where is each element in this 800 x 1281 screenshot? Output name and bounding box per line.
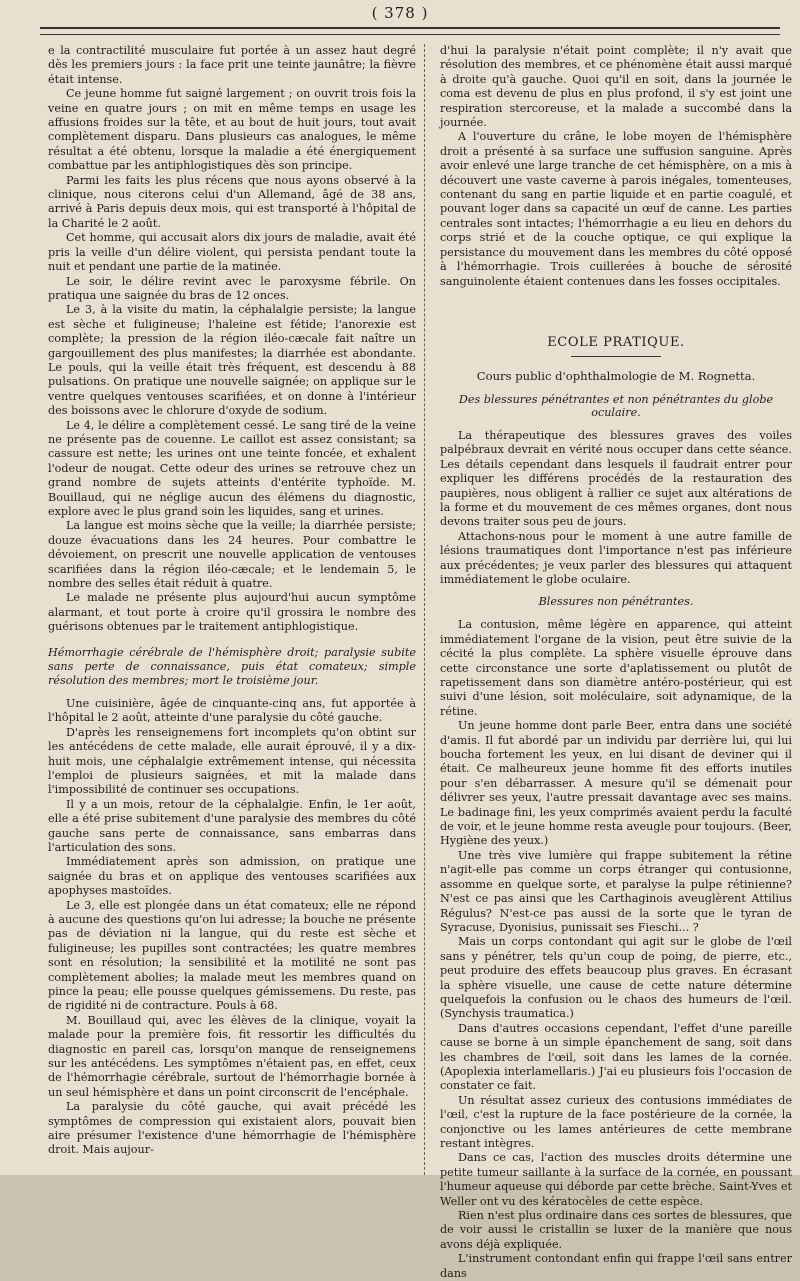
paragraph: Mais un corps contondant qui agit sur le globe de l'œil sans y pénétrer, tels qu'un coup de poing, de pierre, etc., peut produire des effets beaucoup plus graves. En écrasant la sphère visuelle, une cause de cette nature détermine quelquefois la confusion ou le chaos des humeurs de l'œil. (Synchysis traumatica.): [440, 935, 792, 1021]
paragraph: Ce jeune homme fut saigné largement ; on ouvrit trois fois la veine en quatre jours ; on mit en même temps en usage les affusions froides sur la tête, et au bout de huit jours, tout avait complètement disparu. Dans plusieurs cas analogues, le même résultat a été obtenu, lorsque la maladie a été énergiquement combattue par les antiphlogistiques dès son principe.: [48, 87, 416, 173]
page-number: ( 378 ): [371, 4, 429, 22]
paragraph: e la contractilité musculaire fut portée à un assez haut degré dès les premiers jours : la face prit une teinte jaunâtre; la fièvre était intense.: [48, 44, 416, 86]
lecture-title: Cours public d'ophthalmologie de M. Rognetta.: [476, 368, 756, 383]
paragraph: D'après les renseignemens fort incomplets qu'on obtint sur les antécédens de cette malade, elle aurait éprouvé, il y a dix-huit mois, une céphalalgie extrêmement intense, qui nécessita l'emploi de plusieurs saignées, et mit la malade dans l'impossibilité de continuer ses occupations.: [48, 725, 416, 797]
section-title: ECOLE PRATIQUE.: [547, 334, 685, 350]
paragraph: Immédiatement après son admission, on pratique une saignée du bras et on applique des ventouses scarifiées aux apophyses mastoïdes.: [48, 855, 416, 898]
paragraph: Il y a un mois, retour de la céphalalgie. Enfin, le 1er août, elle a été prise subitement d'une paralysie des membres du côté gauche sans perte de connaissance, sans embarras dans l'articulation des sons.: [48, 797, 416, 854]
paragraph: Dans ce cas, l'action des muscles droits détermine une petite tumeur saillante à la surface de la cornée, en poussant l'humeur aqueuse qui déborde par cette brèche. Saint-Yves et Weller ont vu des kératocèles de cette espèce.: [440, 1151, 792, 1208]
paragraph: Rien n'est plus ordinaire dans ces sortes de blessures, que de voir aussi le cristallin se luxer de la manière que nous avons déjà expliquée.: [440, 1209, 792, 1251]
paragraph: Une cuisinière, âgée de cinquante-cinq ans, fut apportée à l'hôpital le 2 août, atteinte d'une paralysie du côté gauche.: [48, 696, 416, 725]
paragraph: Parmi les faits les plus récens que nous ayons observé à la clinique, nous citerons celui d'un Allemand, âgé de 38 ans, arrivé à Paris depuis deux mois, qui est transporté à l'hôpital de la Charité le 2 août.: [48, 173, 416, 230]
paragraph: Un résultat assez curieux des contusions immédiates de l'œil, c'est la rupture de la face postérieure de la cornée, la conjonctive ou les lames antérieures de cette membrane restant intègres.: [440, 1093, 792, 1150]
paragraph: L'instrument contondant enfin qui frappe l'œil sans entrer dans: [440, 1252, 792, 1280]
paragraph: d'hui la paralysie n'était point complète; il n'y avait que résolution des membres, et ce phénomène était aussi marqué à droite qu'à gauche. Quoi qu'il en soit, dans la journée le coma est devenu de plus en plus profond, il s'y est joint une respiration stercoreuse, et la malade a succombé dans la journée.: [440, 44, 792, 130]
paragraph: Dans d'autres occasions cependant, l'effet d'une pareille cause se borne à un simple épanchement de sang, soit dans les chambres de l'œil, soit dans les lames de la cornée. (Apoplexia interlamellaris.) J'ai eu plusieurs fois l'occasion de constater ce fait.: [440, 1021, 792, 1093]
lecture-subhead: Des blessures pénétrantes et non pénétrantes du globe oculaire.: [458, 392, 774, 419]
column-divider: [424, 44, 425, 1175]
section-rule: [571, 356, 661, 357]
left-column: [48, 44, 416, 1171]
paragraph: Une très vive lumière qui frappe subitement la rétine n'agit-elle pas comme un corps étranger qui contusionne, assomme en quelque sorte, et paralyse la pulpe rétinienne? N'est ce pas ainsi que les Carthaginois aveuglèrent Attilius Régulus? N'est-ce pas aussi de la sorte que le tyran de Syracuse, Dyonisius, punissait ses Fieschi... ?: [440, 848, 792, 934]
right-column: [440, 44, 792, 1280]
paragraph: Le malade ne présente plus aujourd'hui aucun symptôme alarmant, et tout porte à croire qu'il grossira le nombre des guérisons obtenues par le traitement antiphlogistique.: [48, 591, 416, 634]
paragraph: La thérapeutique des blessures graves des voiles palpébraux devrait en vérité nous occuper dans cette séance. Les détails cependant dans lesquels il faudrait entrer pour expliquer les différens procédés de la restauration des paupières, nous obligent à rallier ce sujet aux altérations de la forme et du mouvement de ces mêmes organes, dont nous devons traiter sous peu de jours.: [440, 428, 792, 529]
spacer: [48, 635, 416, 643]
paragraph: A l'ouverture du crâne, le lobe moyen de l'hémisphère droit a présenté à sa surface une suffusion sanguine. Après avoir enlevé une large tranche de cet hémisphère, on a mis à découvert une vaste caverne à parois inégales, tomenteuses, contenant du sang en partie liquide et en partie coagulé, et pouvant loger dans sa capacité un œuf de canne. Les parties centrales sont intactes; l'hémorrhagie a eu lieu en dehors du corps strié et de la couche optique, ce qui explique la persistance du mouvement dans les membres du côté opposé à l'hémorrhagie. Trois cuillerées à bouche de sérosité sanguinolente étaient contenues dans les fosses occipitales.: [440, 130, 792, 288]
paragraph: Le 3, à la visite du matin, la céphalalgie persiste; la langue est sèche et fuligineuse; l'haleine est fétide; l'anorexie est complète; la pression de la région iléo-cæcale fait naître un gargouillement des plus manifestes; la diarrhée est abondante. Le pouls, qui la veille était très fréquent, est descendu à 88 pulsations. On pratique une nouvelle saignée; on applique sur le ventre quelques ventouses scarifiées, et on donne à l'intérieur des boissons avec le chlorure d'oxyde de sodium.: [48, 303, 416, 418]
paragraph: Cet homme, qui accusait alors dix jours de maladie, avait été pris la veille d'un délire violent, qui persista pendant toute la nuit et pendant une partie de la matinée.: [48, 231, 416, 274]
paragraph: La langue est moins sèche que la veille; la diarrhée persiste; douze évacuations dans les 24 heures. Pour combattre le dévoiement, on prescrit une nouvelle application de ventouses scarifiées dans la région iléo-cæcale; et le lendemain 5, le nombre des selles était réduit à quatre.: [48, 519, 416, 591]
paragraph: Attachons-nous pour le moment à une autre famille de lésions traumatiques dont l'importance n'est pas inférieure aux précédentes; je veux parler des blessures qui attaquent immédiatement le globe oculaire.: [440, 529, 792, 586]
paragraph: Le 4, le délire a complètement cessé. Le sang tiré de la veine ne présente pas de couenne. Le caillot est assez consistant; sa cassure est nette; les urines ont une teinte foncée, et exhalent l'odeur de nougat. Cette odeur des urines se retrouve chez un grand nombre de sujets atteints d'entérite typhoïde. M. Bouillaud, qui ne néglige aucun des élémens du diagnostic, explore avec le plus grand soin les liquides, sang et urines.: [48, 418, 416, 518]
paragraph: M. Bouillaud qui, avec les élèves de la clinique, voyait la malade pour la première fois, fit ressortir les difficultés du diagnostic en pareil cas, lorsqu'on manque de renseignemens sur les antécédens. Les symptômes n'étaient pas, en effet, ceux de l'hémorrhagie cérébrale, surtout de l'hémorrhagie bornée à un seul hémisphère et dans un point circonscrit de l'encéphale.: [48, 1013, 416, 1099]
case-title: Hémorrhagie cérébrale de l'hémisphère droit; paralysie subite sans perte de connaissance, puis état comateux; simple résolution des membres; mort le troisième jour.: [48, 645, 416, 688]
header-rule: [40, 27, 780, 35]
section-subhead: Blessures non pénétrantes.: [538, 595, 694, 609]
paragraph: La contusion, même légère en apparence, qui atteint immédiatement l'organe de la vision, peut être suivie de la cécité la plus complète. La sphère visuelle éprouve dans cette circonstance une sorte d'aplatissement ou plutôt de rapetissement dans son diamètre antéro-postérieur, qui est suivi d'une lésion, soit moléculaire, soit adynamique, de la rétine.: [440, 618, 792, 718]
paragraph: Un jeune homme dont parle Beer, entra dans une société d'amis. Il fut abordé par un individu par derrière lui, qui lui boucha fortement les yeux, en lui disant de deviner qui il était. Ce malheureux jeune homme fit des efforts inutiles pour s'en débarrasser. A mesure qu'il se démenait pour délivrer ses yeux, l'autre pressait davantage avec ses mains. Le badinage fini, les yeux comprimés avaient perdu la faculté de voir, et le jeune homme resta aveugle pour toujours. (Beer, Hygiène des yeux.): [440, 719, 792, 848]
paragraph: La paralysie du côté gauche, qui avait précédé les symptômes de compression qui existaient alors, pouvait bien aire présumer l'existence d'une hémorrhagie de l'hémisphère droit. Mais aujour-: [48, 1100, 416, 1157]
paragraph: Le soir, le délire revint avec le paroxysme fébrile. On pratiqua une saignée du bras de 12 onces.: [48, 274, 416, 302]
paragraph: Le 3, elle est plongée dans un état comateux; elle ne répond à aucune des questions qu'on lui adresse; la bouche ne présente pas de déviation ni la langue, qui du reste est sèche et fuligineuse; les pupilles sont contractées; les quatre membres sont en résolution; la sensibilité et la motilité ne sont pas complètement abolies; la malade meut les membres quand on pince la peau; elle pousse quelques gémissemens. Du reste, pas de rigidité ni de contracture. Pouls à 68.: [48, 898, 416, 1013]
